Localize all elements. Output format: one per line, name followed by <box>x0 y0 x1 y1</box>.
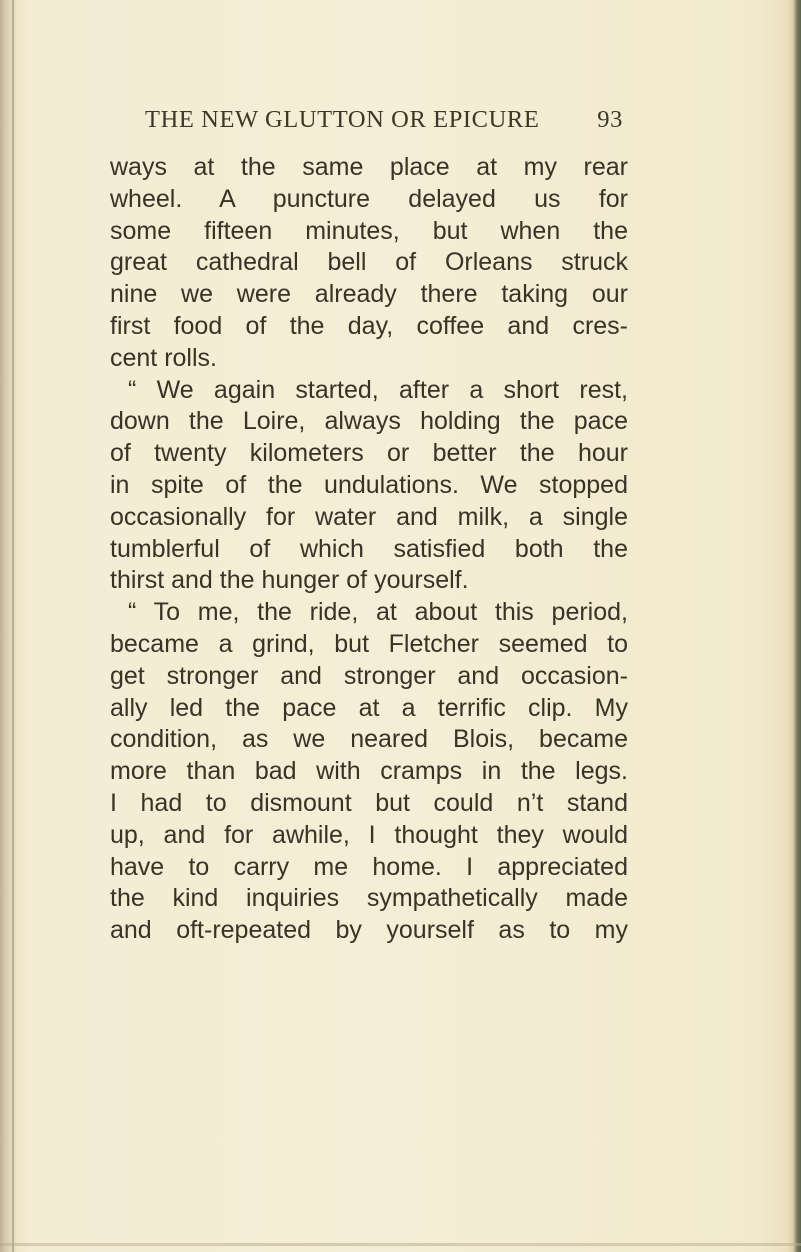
text-line: have to carry me home. I appreciated <box>110 852 628 881</box>
text-line: more than bad with cramps in the legs. <box>110 757 628 786</box>
page-bottom-edge <box>0 1243 801 1246</box>
text-line: cent rolls. <box>110 343 217 372</box>
text-line: tumblerful of which satisfied both the <box>110 534 628 563</box>
text-line: up, and for awhile, I thought they would <box>110 820 628 849</box>
running-header <box>145 106 623 136</box>
body-text <box>110 152 628 947</box>
page-number: 93 <box>597 106 623 133</box>
text-line: down the Loire, always holding the pace <box>110 407 628 436</box>
text-line: became a grind, but Fletcher seemed to <box>110 629 628 658</box>
text-line: and oft-repeated by yourself as to my <box>110 916 628 945</box>
text-line: thirst and the hunger of yourself. <box>110 566 469 595</box>
text-line: “ To me, the ride, at about this period, <box>128 598 628 627</box>
text-line: of twenty kilometers or better the hour <box>110 439 628 468</box>
text-line: the kind inquiries sympathetically made <box>110 884 628 913</box>
running-title: THE NEW GLUTTON OR EPICURE <box>145 106 540 133</box>
gutter-fold-line <box>12 0 14 1252</box>
text-line: nine we were already there taking our <box>110 280 628 309</box>
text-line: in spite of the undulations. We stopped <box>110 470 628 499</box>
text-line: first food of the day, coffee and cres- <box>110 311 628 340</box>
text-line: great cathedral bell of Orleans struck <box>110 248 628 277</box>
text-line: ally led the pace at a terrific clip. My <box>110 693 628 722</box>
text-line: ways at the same place at my rear <box>110 153 628 181</box>
text-line: “ We again started, after a short rest, <box>128 375 628 404</box>
text-line: get stronger and stronger and occasion- <box>110 661 628 690</box>
text-line: condition, as we neared Blois, became <box>110 725 628 754</box>
text-line: some fifteen minutes, but when the <box>110 216 628 245</box>
text-line: I had to dismount but could n’t stand <box>110 788 628 817</box>
text-line: occasionally for water and milk, a single <box>110 502 628 531</box>
page-edge <box>787 0 801 1252</box>
text-line: wheel. A puncture delayed us for <box>110 184 628 213</box>
